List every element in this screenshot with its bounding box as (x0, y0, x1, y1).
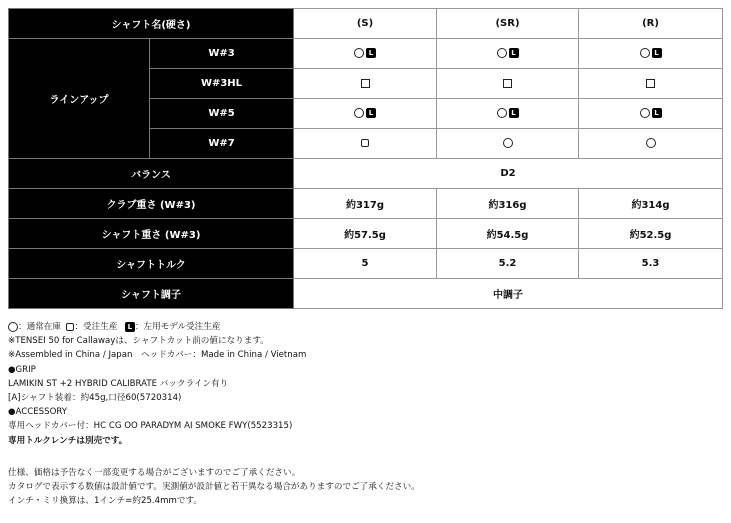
left-hand-badge-icon: L (125, 322, 135, 332)
avail-cell (579, 99, 723, 129)
legend-line (8, 320, 723, 334)
shaft-weight-value: 約54.5g (437, 219, 579, 249)
note-line: 専用トルクレンチは別売です。 (8, 435, 128, 446)
avail-cell (579, 129, 723, 159)
legend-order: ：受注生産 (74, 322, 118, 332)
balance-header: バランス (9, 159, 294, 189)
kick-point-value: 中調子 (294, 279, 723, 309)
circle-icon (640, 108, 650, 118)
torque-value: 5 (294, 249, 437, 279)
lineup-row (9, 39, 723, 69)
torque-value: 5.3 (579, 249, 723, 279)
spec-table (8, 8, 723, 309)
note-line: LAMIKIN ST +2 HYBRID CALIBRATE バックライン有り (8, 378, 229, 389)
avail-cell (437, 129, 579, 159)
circle-icon (497, 108, 507, 118)
note-line: 専用ヘッドカバー付：HC CG OO PARADYM AI SMOKE FWY(5523315) (8, 421, 293, 432)
disclaimer-line: インチ・ミリ換算は、1インチ=約25.4mmです。 (8, 496, 202, 507)
disclaimer-line: 仕様、価格は予告なく一部変更する場合がございますのでご了承ください。 (8, 467, 301, 478)
club-weight-value: 約316g (437, 189, 579, 219)
circle-icon (354, 108, 364, 118)
shaft-name-header: シャフト名(硬さ) (9, 9, 294, 39)
balance-value: D2 (294, 159, 723, 189)
kick-point-row (9, 279, 723, 309)
col-header-s: (S) (294, 9, 437, 39)
club-weight-row (9, 189, 723, 219)
square-icon (361, 139, 369, 147)
shaft-weight-value: 約52.5g (579, 219, 723, 249)
model-label: W#7 (150, 129, 294, 159)
notes-section (8, 320, 723, 508)
disclaimer-line: カタログで表示する数値は設計値です。実測値が設計値と若干異なる場合がありますのでご了承ください。 (8, 481, 420, 492)
model-label: W#5 (150, 99, 294, 129)
square-icon (646, 79, 655, 88)
club-weight-value: 約314g (579, 189, 723, 219)
note-line: ●GRIP (8, 364, 36, 375)
circle-icon (497, 48, 507, 58)
avail-cell (579, 69, 723, 99)
circle-icon (640, 48, 650, 58)
avail-cell (294, 69, 437, 99)
club-weight-value: 約317g (294, 189, 437, 219)
lineup-header: ラインアップ (9, 39, 150, 159)
shaft-weight-value: 約57.5g (294, 219, 437, 249)
kick-point-header: シャフト調子 (9, 279, 294, 309)
left-hand-badge-icon: L (509, 48, 519, 58)
header-row (9, 9, 723, 39)
model-label: W#3 (150, 39, 294, 69)
torque-header: シャフトトルク (9, 249, 294, 279)
circle-icon (646, 138, 656, 148)
left-hand-badge-icon: L (366, 108, 376, 118)
avail-cell (437, 99, 579, 129)
square-icon (361, 79, 370, 88)
col-header-r: (R) (579, 9, 723, 39)
club-weight-header: クラブ重さ (W#3) (9, 189, 294, 219)
note-line: ※TENSEI 50 for Callawayは、シャフトカット前の値になります。 (8, 336, 269, 347)
avail-cell (294, 129, 437, 159)
torque-value: 5.2 (437, 249, 579, 279)
avail-cell (294, 99, 437, 129)
left-hand-badge-icon: L (652, 48, 662, 58)
left-hand-badge-icon: L (509, 108, 519, 118)
shaft-weight-header: シャフト重さ (W#3) (9, 219, 294, 249)
square-icon (503, 79, 512, 88)
circle-icon (503, 138, 513, 148)
circle-icon (8, 322, 18, 332)
legend-stock: ：通常在庫 (18, 322, 61, 332)
avail-cell (294, 39, 437, 69)
col-header-sr: (SR) (437, 9, 579, 39)
avail-cell (437, 39, 579, 69)
left-hand-badge-icon: L (652, 108, 662, 118)
note-line: [A]シャフト装着：約45g,口径60(5720314) (8, 392, 182, 403)
legend-left: ：左用モデル受注生産 (134, 322, 221, 332)
left-hand-badge-icon: L (366, 48, 376, 58)
circle-icon (354, 48, 364, 58)
model-label: W#3HL (150, 69, 294, 99)
avail-cell (437, 69, 579, 99)
avail-cell (579, 39, 723, 69)
shaft-weight-row (9, 219, 723, 249)
note-line: ※Assembled in China / Japan ヘッドカバー：Made in China / Vietnam (8, 350, 307, 361)
torque-row (9, 249, 723, 279)
note-line: ●ACCESSORY (8, 407, 68, 418)
balance-row (9, 159, 723, 189)
